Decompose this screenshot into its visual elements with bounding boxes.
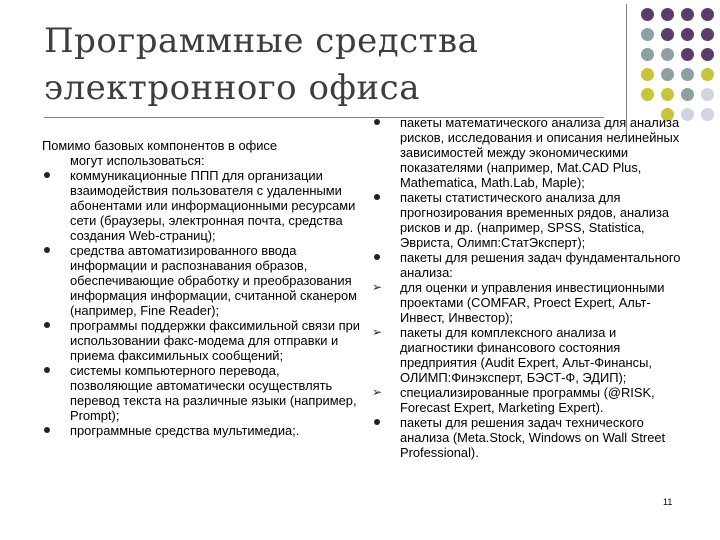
bullet-icon <box>44 367 50 373</box>
intro-line-2: могут использоваться: <box>70 153 205 168</box>
decor-dot <box>661 88 674 101</box>
decor-dot <box>701 8 714 21</box>
decor-dot <box>701 68 714 81</box>
slide-title <box>44 18 624 112</box>
title-line-1: Программные средства <box>44 21 479 61</box>
arrow-bullet-icon: ➢ <box>372 385 383 399</box>
list-item: средства автоматизированного ввода информации и распознавания образов, обеспечивающие обработку и преобразования информация информации, считанной сканером (например, Fine Reader); <box>42 243 360 318</box>
intro-line-1: Помимо базовых компонентов в офисе <box>42 138 278 153</box>
left-column <box>42 138 360 438</box>
list-item: пакеты математического анализа для анализа рисков, исследования и описания нелинейных зависимостей между экономическими показателями (например, Mat.CAD Plus, Mathematica, Math.Lab, Maple); <box>372 115 692 190</box>
bullet-icon <box>44 427 50 433</box>
intro-text <box>42 138 360 168</box>
decor-dot <box>641 28 654 41</box>
title-line-2: электронного офиса <box>44 68 420 108</box>
list-item: ➢ пакеты для комплексного анализа и диагностики финансового состояния предприятия (Audit Expert, Альт-Финансы, ОЛИМП:Финэксперт, БЭСТ-Ф, ЭДИП); <box>372 325 652 385</box>
arrow-bullet-icon: ➢ <box>372 280 383 294</box>
bullet-icon <box>44 172 50 178</box>
decor-dot <box>661 28 674 41</box>
page-number: 11 <box>663 497 673 507</box>
list-item: пакеты для решения задач технического анализа (Meta.Stock, Windows on Wall Street Professional). <box>372 415 692 460</box>
bullet-icon <box>44 322 50 328</box>
decor-dot <box>681 48 694 61</box>
list-item: программные средства мультимедиа;. <box>42 423 360 438</box>
decor-dot <box>681 8 694 21</box>
bullet-icon <box>44 247 50 253</box>
right-column <box>372 115 692 460</box>
decor-dot <box>701 108 714 121</box>
list-item: системы компьютерного перевода, позволяющие автоматически осуществлять перевод текста на различные языки (например, Prompt); <box>42 363 360 423</box>
list-item: программы поддержки факсимильной связи при использовании факс-модема для отправки и приема факсимильных сообщений; <box>42 318 360 363</box>
right-bullet-list <box>372 115 692 460</box>
decor-dot <box>701 28 714 41</box>
bullet-icon <box>374 194 380 200</box>
list-item: пакеты статистического анализа для прогнозирования временных рядов, анализа рисков и др. (например, SPSS, Statistica, Эвриста, Олимп:СтатЭксперт); <box>372 190 692 250</box>
decor-dot <box>641 8 654 21</box>
decor-dot <box>641 88 654 101</box>
decor-dot <box>681 68 694 81</box>
list-item: коммуникационные ППП для организации взаимодействия пользователя с удаленными абонентами или информационными ресурсами сети (браузеры, электронная почта, средства создания Web-страниц); <box>42 168 360 243</box>
list-item: ➢ для оценки и управления инвестиционными проектами (COMFAR, Proect Expert, Альт-Инвест, Инвестор); <box>372 280 665 325</box>
list-item: пакеты для решения задач фундаментального анализа: <box>372 250 692 280</box>
decor-dot <box>641 68 654 81</box>
left-bullet-list <box>42 168 360 438</box>
decor-dot <box>661 8 674 21</box>
list-item: ➢ специализированные программы (@RISK, Forecast Expert, Marketing Expert). <box>372 385 655 415</box>
decor-dot <box>701 48 714 61</box>
decor-dot <box>681 88 694 101</box>
bullet-icon <box>374 254 380 260</box>
decor-dot <box>701 88 714 101</box>
bullet-icon <box>374 419 380 425</box>
arrow-bullet-icon: ➢ <box>372 325 383 339</box>
decor-dot <box>661 68 674 81</box>
decor-dot <box>641 48 654 61</box>
decor-dot <box>661 48 674 61</box>
bullet-icon <box>374 119 380 125</box>
decor-dot <box>681 28 694 41</box>
